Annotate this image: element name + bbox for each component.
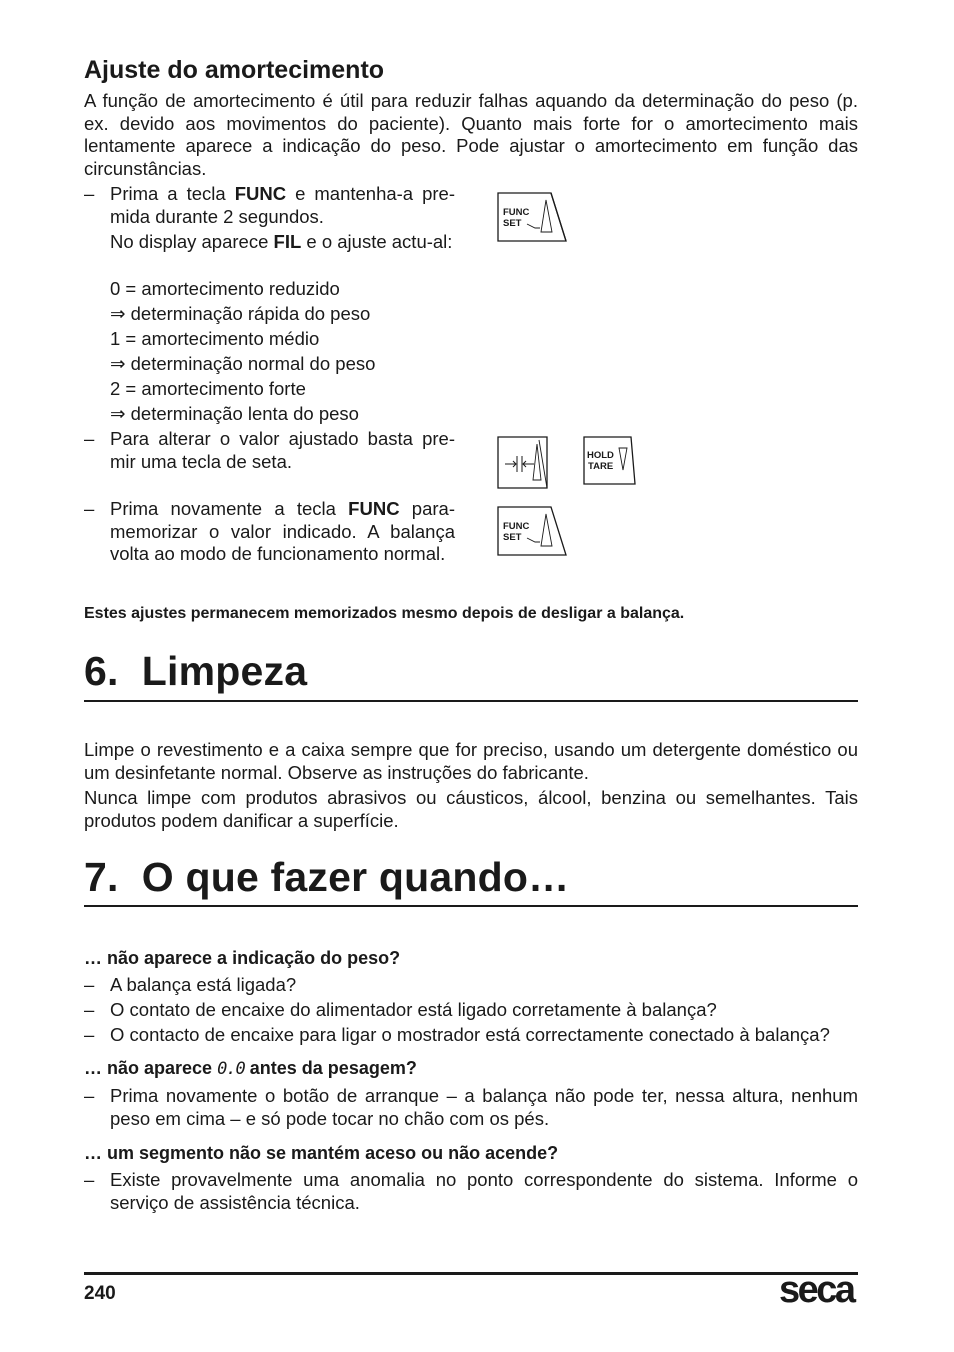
- list-dash: –: [84, 999, 95, 1020]
- key-label: SET: [503, 218, 522, 229]
- question-text: … não aparece: [84, 1058, 218, 1078]
- list-dash: –: [84, 1169, 95, 1190]
- settings-note: Estes ajustes permanecem memorizados mesmo depois de desligar a balança.: [84, 605, 685, 622]
- damping-option: ⇒ determinação lenta do peso: [110, 403, 359, 424]
- question-text: antes da pesagem?: [244, 1058, 417, 1078]
- step-text: para-memorizar o valor indicado. A balança volta ao modo de funcionamento normal.: [110, 498, 455, 564]
- damping-option: 1 = amortecimento médio: [110, 328, 320, 349]
- page-number: 240: [84, 1283, 116, 1304]
- display-code: FIL: [273, 231, 302, 252]
- step-text: No display aparece: [110, 231, 274, 252]
- list-item: Existe provavelmente uma anomalia no ponto correspondente do sistema. Informe o serviço de assistência técnica.: [110, 1169, 858, 1213]
- key-name: FUNC: [348, 498, 400, 519]
- damping-option: ⇒ determinação rápida do peso: [110, 303, 371, 324]
- section-heading-cleaning: 6. Limpeza: [84, 648, 308, 694]
- step-text: Prima a tecla: [110, 183, 235, 204]
- question-title: [84, 1058, 417, 1079]
- footer-rule: [84, 1272, 858, 1275]
- hold-tare-key-icon: [583, 436, 638, 487]
- damping-option: ⇒ determinação normal do peso: [110, 353, 376, 374]
- key-label: FUNC: [503, 521, 530, 532]
- arrow-key-icon: [497, 436, 550, 491]
- list-dash: –: [84, 1024, 95, 1045]
- cleaning-paragraph: Limpe o revestimento e a caixa sempre que for preciso, usando um detergente doméstico ou um desinfetante normal. Observe as instruções do fabricante.: [84, 739, 858, 783]
- step-arrow-keys: Para alterar o valor ajustado basta pre-mir uma tecla de seta.: [110, 428, 455, 472]
- list-item: Prima novamente o botão de arranque – a balança não pode ter, nessa altura, nenhum peso em cima – e só pode tocar no chão com os pés.: [110, 1085, 858, 1129]
- section-heading-troubleshoot: 7. O que fazer quando…: [84, 854, 570, 900]
- heading-rule: [84, 700, 858, 702]
- damping-intro: A função de amortecimento é útil para reduzir falhas aquando da determinação do peso (p. ex. devido aos movimentos do paciente). Quanto mais forte for o amortecimento mais lentamente aparece a indicação do peso. Pode ajustar o amortecimento em função das circunstâncias.: [84, 90, 858, 179]
- section-title: Ajuste do amortecimento: [84, 56, 385, 84]
- step-press-func: [110, 183, 455, 228]
- heading-rule: [84, 905, 858, 907]
- list-dash: –: [84, 974, 95, 995]
- list-item: O contacto de encaixe para ligar o mostrador está correctamente conectado à balança?: [110, 1024, 830, 1045]
- step-memorize: [110, 498, 455, 566]
- list-dash: –: [84, 183, 95, 204]
- display-digits: 0.0: [217, 1059, 245, 1079]
- list-dash: –: [84, 498, 95, 519]
- key-label: TARE: [588, 461, 614, 472]
- key-label: FUNC: [503, 207, 530, 218]
- damping-option: 0 = amortecimento reduzido: [110, 278, 340, 299]
- question-title: … um segmento não se mantém aceso ou não acende?: [84, 1143, 559, 1163]
- list-dash: –: [84, 428, 95, 449]
- step-text: Prima novamente a tecla: [110, 498, 349, 519]
- list-item: A balança está ligada?: [110, 974, 297, 995]
- step-text: e mantenha-a pre-mida durante 2 segundos.: [110, 183, 455, 227]
- question-title: … não aparece a indicação do peso?: [84, 948, 401, 968]
- key-label: SET: [503, 532, 522, 543]
- step-display-fil: [110, 231, 455, 254]
- step-text: e o ajuste actu-al:: [301, 231, 453, 252]
- func-set-key-icon: [497, 192, 569, 244]
- list-dash: –: [84, 1085, 95, 1106]
- cleaning-paragraph: Nunca limpe com produtos abrasivos ou cáusticos, álcool, benzina ou semelhantes. Tais produtos podem danificar a superfície.: [84, 787, 858, 831]
- damping-option: 2 = amortecimento forte: [110, 378, 306, 399]
- key-label: HOLD: [587, 450, 614, 461]
- list-item: O contato de encaixe do alimentador está ligado corretamente à balança?: [110, 999, 717, 1020]
- seca-logo: seca: [779, 1269, 854, 1311]
- key-name: FUNC: [234, 183, 287, 204]
- func-set-key-icon: [497, 506, 569, 558]
